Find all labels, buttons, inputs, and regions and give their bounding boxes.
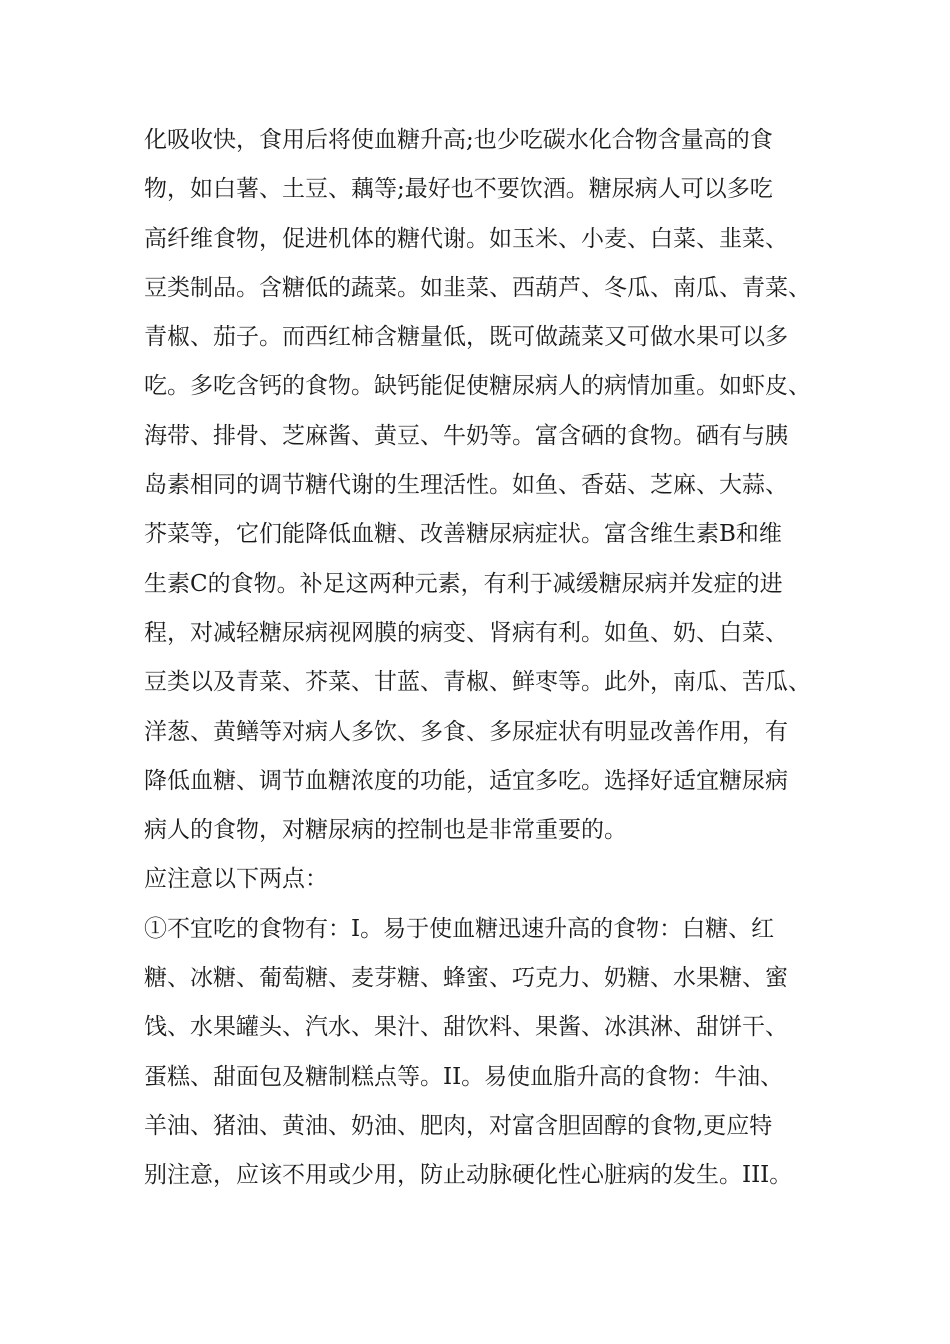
text-line: 吃。多吃含钙的食物。缺钙能促使糖尿病人的病情加重。如虾皮、 — [144, 373, 811, 400]
text-line: 物，如白薯、土豆、藕等;最好也不要饮酒。糖尿病人可以多吃 — [144, 176, 773, 203]
text-line: 蛋糕、甜面包及糖制糕点等。II。易使血脂升高的食物：牛油、 — [144, 1063, 784, 1090]
text-line: 羊油、猪油、黄油、奶油、肥肉，对富含胆固醇的食物,更应特 — [144, 1112, 773, 1139]
text-line: 洋葱、黄鳝等对病人多饮、多食、多尿症状有明显改善作用，有 — [144, 718, 788, 745]
text-line: 高纤维食物，促进机体的糖代谢。如玉米、小麦、白菜、韭菜、 — [144, 225, 788, 252]
text-line: 别注意，应该不用或少用，防止动脉硬化性心脏病的发生。III。 — [144, 1162, 793, 1189]
text-line: ①不宜吃的食物有：I。易于使血糖迅速升高的食物：白糖、红 — [144, 915, 775, 942]
text-line: 豆类制品。含糖低的蔬菜。如韭菜、西葫芦、冬瓜、南瓜、青菜、 — [144, 274, 811, 301]
text-line: 糖、冰糖、葡萄糖、麦芽糖、蜂蜜、巧克力、奶糖、水果糖、蜜 — [144, 965, 788, 992]
section-heading: 应注意以下两点： — [144, 866, 328, 893]
text-line: 降低血糖、调节血糖浓度的功能，适宜多吃。选择好适宜糖尿病 — [144, 767, 788, 794]
text-line: 岛素相同的调节糖代谢的生理活性。如鱼、香菇、芝麻、大蒜、 — [144, 472, 788, 499]
text-line: 海带、排骨、芝麻酱、黄豆、牛奶等。富含硒的食物。硒有与胰 — [144, 422, 788, 449]
text-line: 芥菜等，它们能降低血糖、改善糖尿病症状。富含维生素B和维 — [144, 521, 782, 548]
text-line: 豆类以及青菜、芥菜、甘蓝、青椒、鲜枣等。此外，南瓜、苦瓜、 — [144, 669, 811, 696]
text-line: 病人的食物，对糖尿病的控制也是非常重要的。 — [144, 817, 627, 844]
text-line: 生素C的食物。补足这两种元素，有利于减缓糖尿病并发症的进 — [144, 570, 783, 597]
body-text — [144, 116, 824, 1201]
text-line: 化吸收快，食用后将使血糖升高;也少吃碳水化合物含量高的食 — [144, 127, 773, 153]
text-line: 程，对减轻糖尿病视网膜的病变、肾病有利。如鱼、奶、白菜、 — [144, 619, 788, 646]
text-line: 青椒、茄子。而西红柿含糖量低，既可做蔬菜又可做水果可以多 — [144, 324, 788, 351]
text-line: 饯、水果罐头、汽水、果汁、甜饮料、果酱、冰淇淋、甜饼干、 — [144, 1014, 788, 1041]
